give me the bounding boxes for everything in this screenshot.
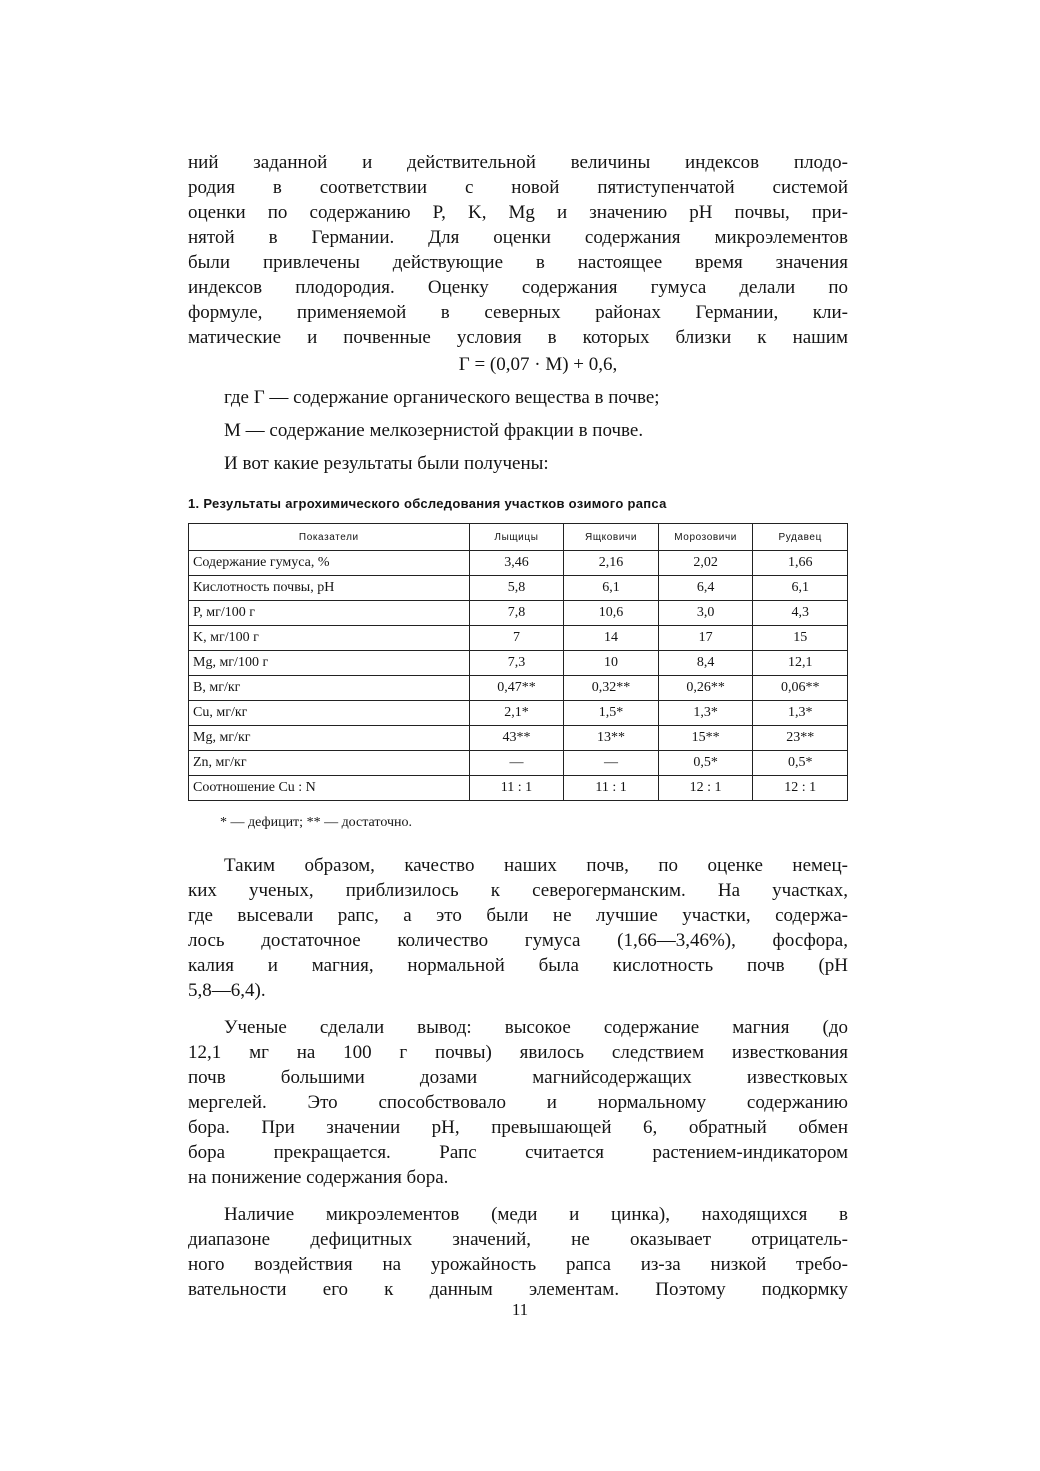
text-line: бора прекращается. Рапс считается растением-индикатором (188, 1142, 848, 1163)
value-cell: 1,3* (753, 701, 848, 726)
row-label-cell: Mg, мг/100 г (189, 651, 470, 676)
table-footnote: * — дефицит; ** — достаточно. (220, 815, 412, 830)
value-cell: 7 (469, 626, 564, 651)
humus-formula: Г = (0,07 · М) + 0,6, (458, 354, 618, 375)
value-cell: 5,8 (469, 576, 564, 601)
definition-g: где Г — содержание органического вещества в почве; (224, 387, 660, 408)
value-cell: 2,02 (658, 551, 753, 576)
value-cell: 4,3 (753, 601, 848, 626)
row-label-cell: K, мг/100 г (189, 626, 470, 651)
value-cell: 6,4 (658, 576, 753, 601)
text-line: диапазоне дефицитных значений, не оказывает отрицатель- (188, 1229, 848, 1250)
value-cell: 10 (564, 651, 659, 676)
table-row (189, 726, 848, 751)
text-line: на понижение содержания бора. (188, 1167, 449, 1188)
value-cell: 15 (753, 626, 848, 651)
paragraph-2 (188, 853, 848, 1003)
header-rudavets: Рудавец (753, 524, 848, 551)
text-line: почв большими дозами магнийсодержащих известковых (188, 1067, 848, 1088)
value-cell: 10,6 (564, 601, 659, 626)
value-cell: 0,5* (753, 751, 848, 776)
table-caption: 1. Результаты агрохимического обследования участков озимого рапса (188, 496, 667, 511)
text-line: лось достаточное количество гумуса (1,66—3,46%), фосфора, (188, 930, 848, 951)
row-label-cell: Содержание гумуса, % (189, 551, 470, 576)
value-cell: 6,1 (753, 576, 848, 601)
text-line: индексов плодородия. Оценку содержания гумуса делали по (188, 277, 848, 298)
value-cell: 1,66 (753, 551, 848, 576)
value-cell: 11 : 1 (469, 776, 564, 801)
value-cell: 12 : 1 (753, 776, 848, 801)
text-line: ких ученых, приблизилось к северогерманским. На участках, (188, 880, 848, 901)
value-cell: 7,8 (469, 601, 564, 626)
value-cell: 0,5* (658, 751, 753, 776)
value-cell: 0,26** (658, 676, 753, 701)
table-row (189, 626, 848, 651)
text-line: вательности его к данным элементам. Поэтому подкормку (188, 1279, 848, 1300)
text-line: родия в соответствии с новой пятиступенчатой системой (188, 177, 848, 198)
value-cell: 1,5* (564, 701, 659, 726)
definition-m: М — содержание мелкозернистой фракции в почве. (224, 420, 644, 441)
row-label-cell: P, мг/100 г (189, 601, 470, 626)
text-line: Ученые сделали вывод: высокое содержание магния (до (224, 1017, 848, 1038)
value-cell: 2,16 (564, 551, 659, 576)
text-line: бора. При значении pH, превышающей 6, обратный обмен (188, 1117, 848, 1138)
value-cell: 12,1 (753, 651, 848, 676)
value-cell: 11 : 1 (564, 776, 659, 801)
value-cell: 13** (564, 726, 659, 751)
table-body (189, 551, 848, 801)
value-cell: 0,32** (564, 676, 659, 701)
row-label-cell: Mg, мг/кг (189, 726, 470, 751)
value-cell: 2,1* (469, 701, 564, 726)
value-cell: — (469, 751, 564, 776)
value-cell: 3,46 (469, 551, 564, 576)
value-cell: 7,3 (469, 651, 564, 676)
page-number: 11 (511, 1300, 529, 1319)
text-line: калия и магния, нормальной была кислотность почв (pH (188, 955, 848, 976)
results-intro: И вот какие результаты были получены: (224, 453, 549, 474)
row-label-cell: Кислотность почвы, pH (189, 576, 470, 601)
row-label-cell: Cu, мг/кг (189, 701, 470, 726)
results-table (188, 523, 848, 801)
text-line: 5,8—6,4). (188, 980, 266, 1001)
value-cell: 3,0 (658, 601, 753, 626)
text-line: Таким образом, качество наших почв, по оценке немец- (224, 855, 848, 876)
paragraph-top (188, 150, 848, 350)
paragraph-3 (188, 1015, 848, 1190)
text-line: Наличие микроэлементов (меди и цинка), находящихся в (224, 1204, 848, 1225)
value-cell: 12 : 1 (658, 776, 753, 801)
value-cell: 23** (753, 726, 848, 751)
text-line: ний заданной и действительной величины индексов плодо- (188, 152, 848, 173)
table-row (189, 601, 848, 626)
value-cell: 6,1 (564, 576, 659, 601)
value-cell: 43** (469, 726, 564, 751)
header-morozovichi: Морозовичи (658, 524, 753, 551)
value-cell: 8,4 (658, 651, 753, 676)
row-label-cell: Zn, мг/кг (189, 751, 470, 776)
text-line: были привлечены действующие в настоящее время значения (188, 252, 848, 273)
text-line: 12,1 мг на 100 г почвы) явилось следствием известкования (188, 1042, 848, 1063)
table-row (189, 701, 848, 726)
text-line: ного воздействия на урожайность рапса из-за низкой требо- (188, 1254, 848, 1275)
row-label-cell: Соотношение Cu : N (189, 776, 470, 801)
value-cell: 1,3* (658, 701, 753, 726)
text-line: нятой в Германии. Для оценки содержания микроэлементов (188, 227, 848, 248)
value-cell: 14 (564, 626, 659, 651)
row-label-cell: B, мг/кг (189, 676, 470, 701)
table-row (189, 651, 848, 676)
text-line: матические и почвенные условия в которых близки к нашим (188, 327, 848, 348)
value-cell: — (564, 751, 659, 776)
table-row (189, 551, 848, 576)
value-cell: 15** (658, 726, 753, 751)
value-cell: 0,47** (469, 676, 564, 701)
text-line: мергелей. Это способствовало и нормальному содержанию (188, 1092, 848, 1113)
text-line: формуле, применяемой в северных районах Германии, кли- (188, 302, 848, 323)
text-line: где высевали рапс, а это были не лучшие участки, содержа- (188, 905, 848, 926)
paragraph-4 (188, 1202, 848, 1302)
value-cell: 0,06** (753, 676, 848, 701)
value-cell: 17 (658, 626, 753, 651)
page-content (188, 150, 848, 1302)
table-row (189, 576, 848, 601)
text-line: оценки по содержанию P, K, Mg и значению pH почвы, при- (188, 202, 848, 223)
header-indicators: Показатели (189, 524, 470, 551)
table-row (189, 676, 848, 701)
header-yashkovichi: Ящковичи (564, 524, 659, 551)
header-lyshchitsy: Лыщицы (469, 524, 564, 551)
table-row (189, 751, 848, 776)
table-row (189, 776, 848, 801)
table-header-row (189, 524, 848, 551)
